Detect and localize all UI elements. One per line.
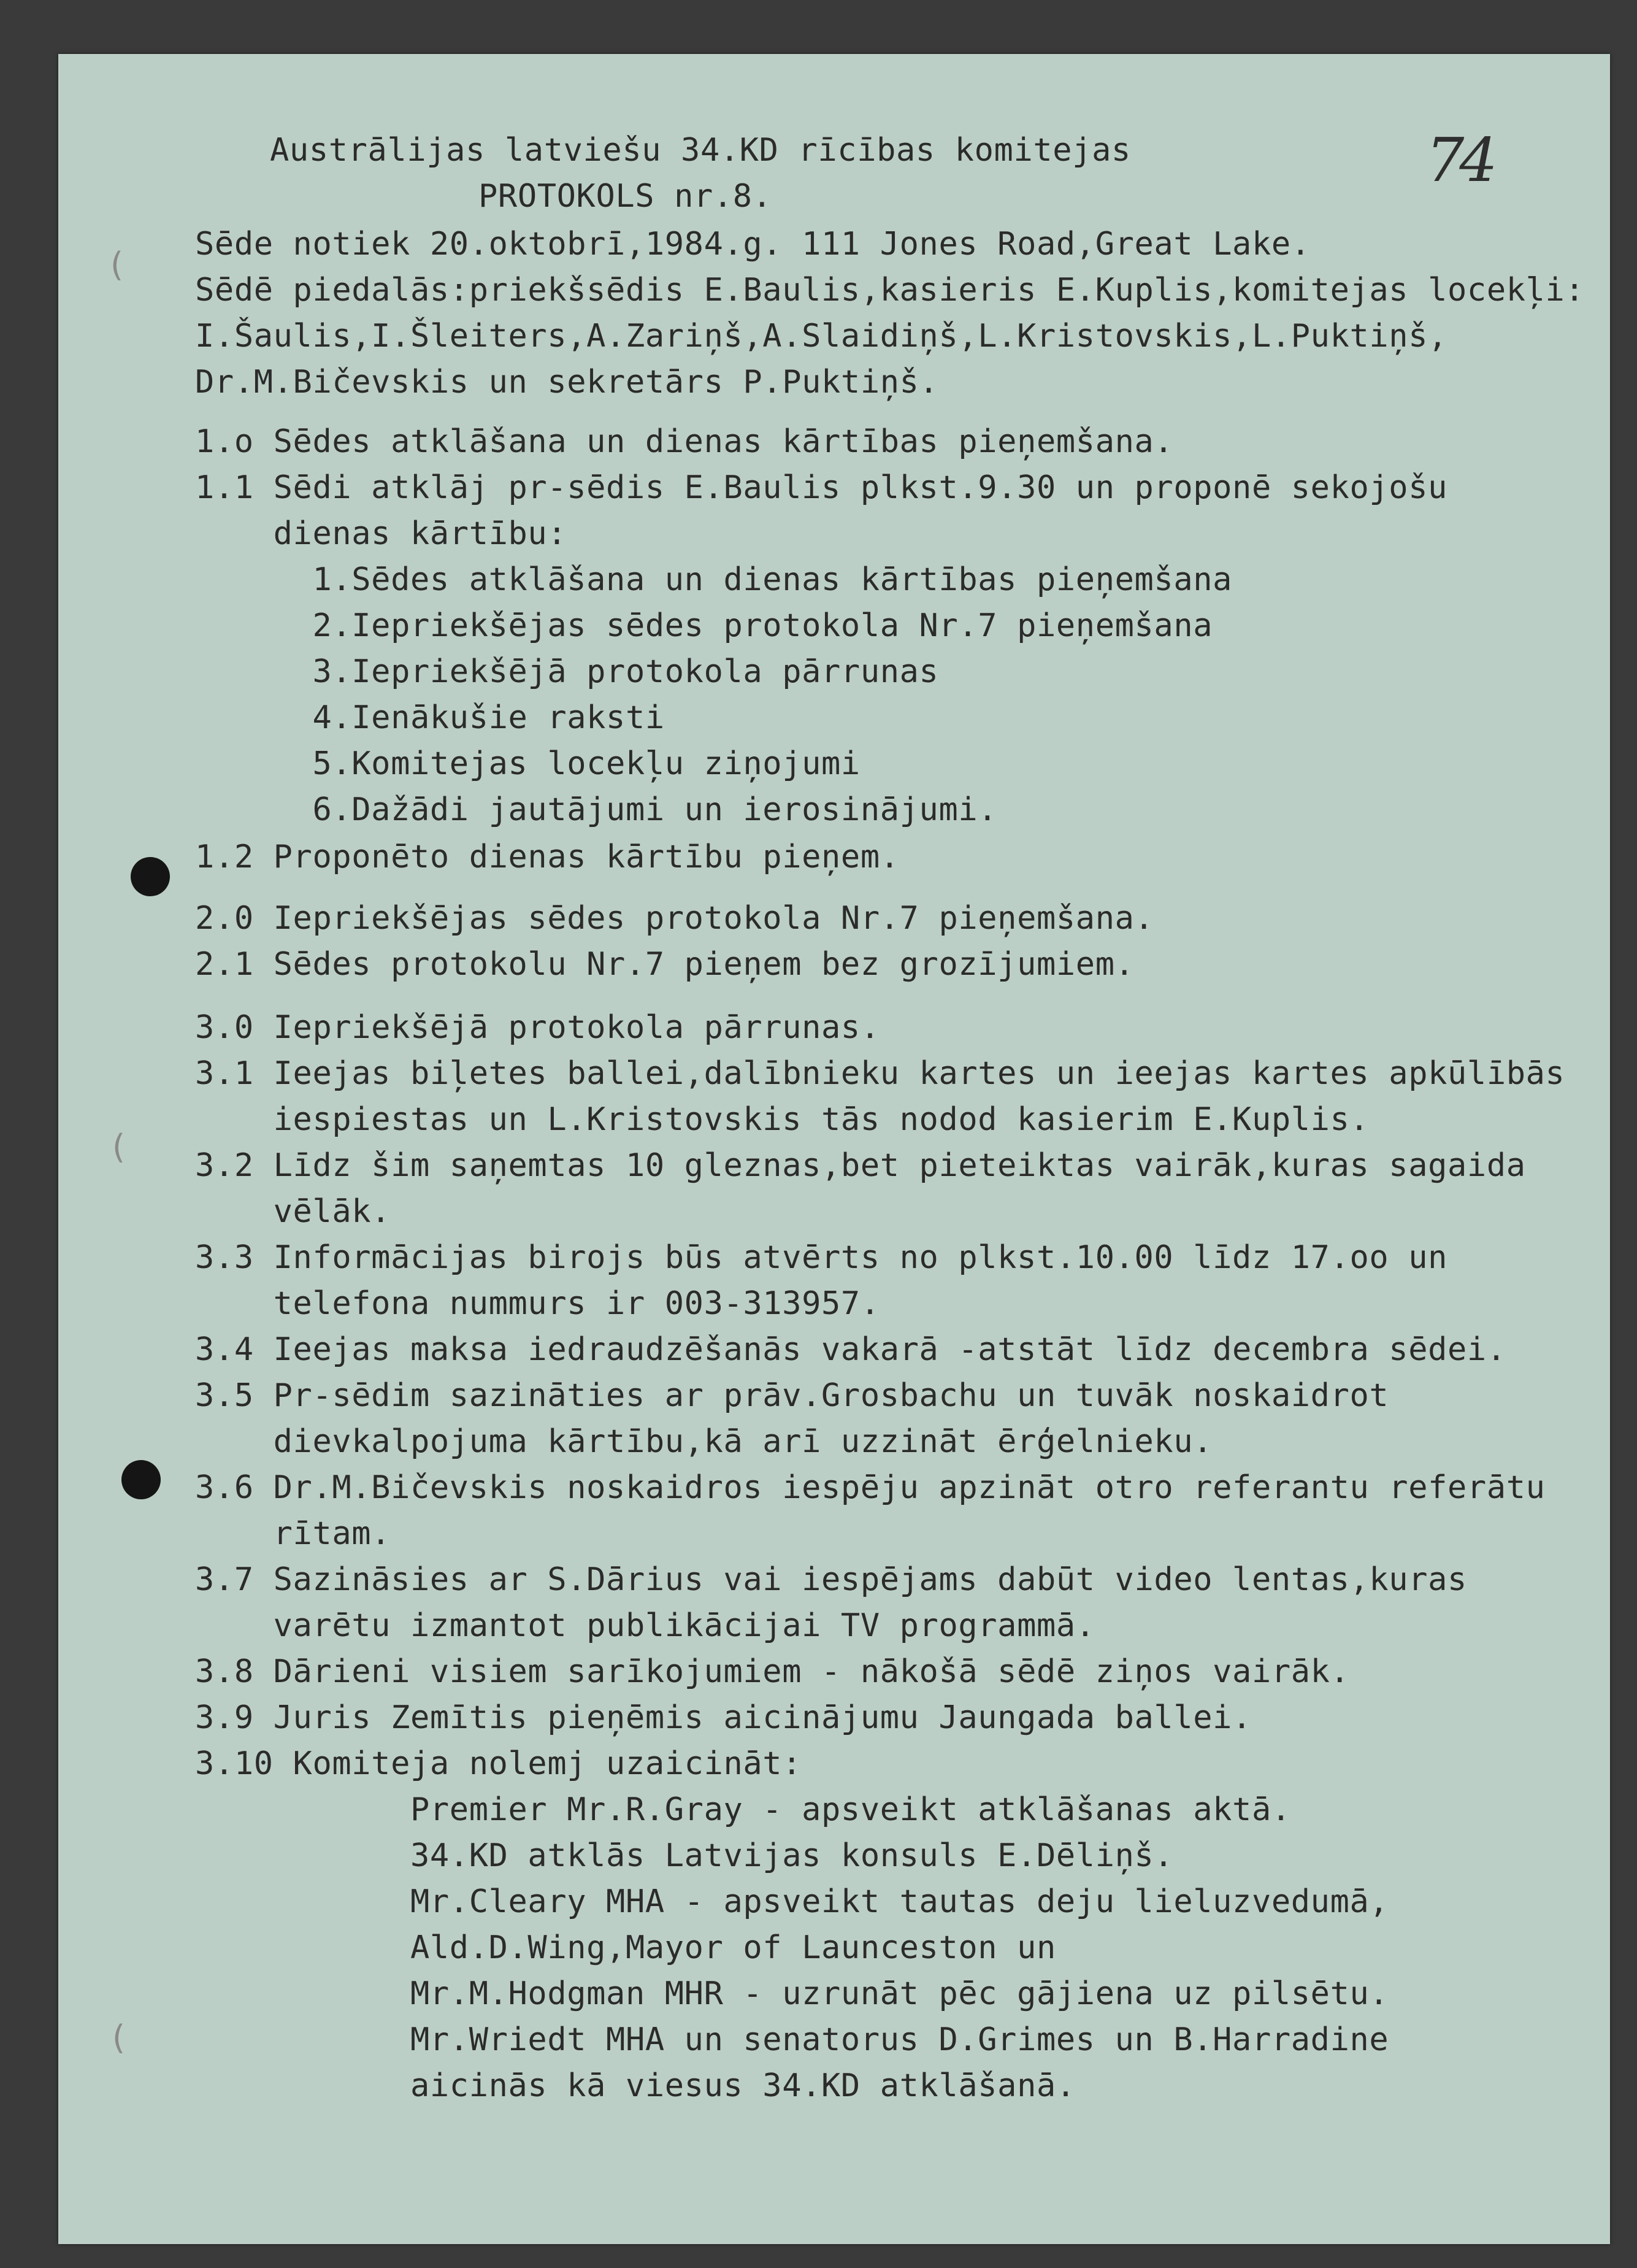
agenda-line: 3.Iepriekšējā protokola pārrunas (195, 653, 939, 690)
item-line: dienas kārtību: (195, 515, 567, 552)
item-line: 2.1 Sēdes protokolu Nr.7 pieņem bez grozījumiem. (195, 946, 1135, 983)
invitee-line: Mr.Cleary MHA - apsveikt tautas deju lieluzvedumā, (195, 1883, 1389, 1920)
item-line: 3.6 Dr.M.Bičevskis noskaidros iespēju apzināt otro referantu referātu (195, 1469, 1546, 1506)
item-line: 3.3 Informācijas birojs būs atvērts no plkst.10.00 līdz 17.oo un (195, 1239, 1448, 1276)
invitee-line: 34.KD atklās Latvijas konsuls E.Dēliņš. (195, 1837, 1174, 1874)
invitee-line: Mr.Wriedt MHA un senatorus D.Grimes un B.Harradine (195, 2021, 1389, 2058)
invitee-line: Mr.M.Hodgman MHR - uzrunāt pēc gājiena uz pilsētu. (195, 1975, 1389, 2012)
item-line: iespiestas un L.Kristovskis tās nodod kasierim E.Kuplis. (195, 1101, 1370, 1138)
margin-mark: ( (110, 245, 124, 284)
item-line: dievkalpojuma kārtību,kā arī uzzināt ērģelnieku. (195, 1423, 1213, 1460)
item-line: 3.9 Juris Zemītis pieņēmis aicinājumu Jaungada ballei. (195, 1699, 1252, 1736)
punch-hole-top (131, 857, 170, 896)
item-line: 3.1 Ieejas biļetes ballei,dalībnieku kartes un ieejas kartes apkūlībās (195, 1055, 1565, 1092)
invitee-line: aicinās kā viesus 34.KD atklāšanā. (195, 2067, 1076, 2104)
item-line: 1.1 Sēdi atklāj pr-sēdis E.Baulis plkst.9.30 un proponē sekojošu (195, 469, 1448, 506)
item-line: 3.10 Komiteja nolemj uzaicināt: (195, 1745, 802, 1782)
agenda-line: 5.Komitejas locekļu ziņojumi (195, 745, 861, 782)
item-line: 3.4 Ieejas maksa iedraudzēšanās vakarā -atstāt līdz decembra sēdei. (195, 1331, 1506, 1368)
invitee-line: Premier Mr.R.Gray - apsveikt atklāšanas aktā. (195, 1791, 1291, 1828)
intro-line: Dr.M.Bičevskis un sekretārs P.Puktiņš. (195, 364, 939, 401)
agenda-line: 4.Ienākušie raksti (195, 699, 665, 736)
item-line: rītam. (195, 1515, 391, 1552)
intro-line: I.Šaulis,I.Šleiters,A.Zariņš,A.Slaidiņš,L.Kristovskis,L.Puktiņš, (195, 318, 1448, 355)
invitee-line: Ald.D.Wing,Mayor of Launceston un (195, 1929, 1056, 1966)
intro-line: Sēde notiek 20.oktobrī,1984.g. 111 Jones Road,Great Lake. (195, 226, 1311, 263)
item-line: 3.7 Sazināsies ar S.Dārius vai iespējams dabūt video lentas,kuras (195, 1561, 1467, 1598)
heading-subtitle: PROTOKOLS nr.8. (478, 178, 772, 215)
agenda-line: 6.Dažādi jautājumi un ierosinājumi. (195, 791, 998, 828)
margin-mark: ( (112, 1128, 126, 1166)
intro-line: Sēdē piedalās:priekšsēdis E.Baulis,kasieris E.Kuplis,komitejas locekļi: (195, 272, 1585, 309)
agenda-line: 1.Sēdes atklāšana un dienas kārtības pieņemšana (195, 561, 1233, 598)
item-line: vēlāk. (195, 1193, 391, 1230)
item-line: telefona nummurs ir 003-313957. (195, 1285, 880, 1322)
item-line: 2.0 Iepriekšējas sēdes protokola Nr.7 pieņemšana. (195, 900, 1154, 937)
item-line: 1.o Sēdes atklāšana un dienas kārtības pieņemšana. (195, 423, 1174, 460)
item-line: 3.8 Dārieni visiem sarīkojumiem - nākošā sēdē ziņos vairāk. (195, 1653, 1350, 1690)
item-line: 1.2 Proponēto dienas kārtību pieņem. (195, 839, 900, 875)
page-number: 74 (1426, 126, 1493, 196)
punch-hole-bottom (121, 1460, 161, 1499)
margin-mark: ( (112, 2018, 126, 2057)
item-line: 3.0 Iepriekšējā protokola pārrunas. (195, 1009, 880, 1046)
heading-title: Austrālijas latviešu 34.KD rīcības komitejas (270, 132, 1131, 169)
item-line: 3.5 Pr-sēdim sazināties ar prāv.Grosbachu un tuvāk noskaidrot (195, 1377, 1389, 1414)
item-line: 3.2 Līdz šim saņemtas 10 gleznas,bet pieteiktas vairāk,kuras sagaida (195, 1147, 1526, 1184)
agenda-line: 2.Iepriekšējas sēdes protokola Nr.7 pieņemšana (195, 607, 1213, 644)
item-line: varētu izmantot publikācijai TV programmā. (195, 1607, 1095, 1644)
